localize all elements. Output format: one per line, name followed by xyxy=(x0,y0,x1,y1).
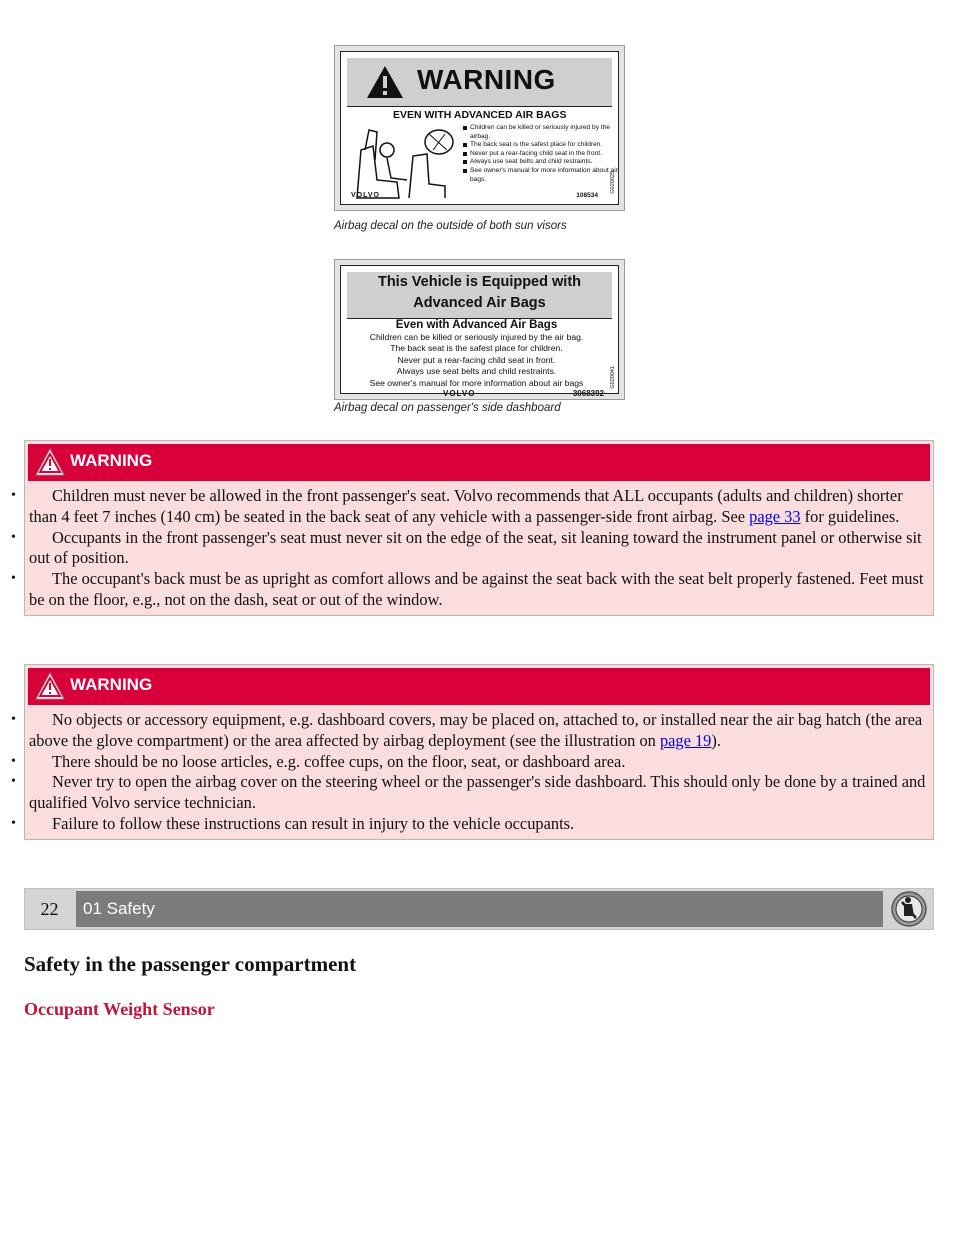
decal-line: See owner's manual for more information about air bags xyxy=(369,377,584,388)
decal-part-code: 3068392 xyxy=(572,389,604,398)
warning-box xyxy=(24,664,934,840)
decal-warning-item: Children can be killed or seriously injured by the airbag. xyxy=(463,124,628,141)
decal-header xyxy=(347,272,612,319)
warning-item: • There should be no loose articles, e.g. coffee cups, on the floor, seat, or dashboard area. xyxy=(29,752,927,773)
warning-item xyxy=(29,710,927,752)
dashboard-decal-image xyxy=(334,259,625,400)
decal-subtitle: EVEN WITH ADVANCED AIR BAGS xyxy=(393,109,567,121)
warning-header xyxy=(28,444,930,481)
warning-title: WARNING xyxy=(70,675,153,694)
sun-visor-decal-image xyxy=(334,45,625,211)
section-label: 01 Safety xyxy=(83,899,155,918)
warning-text: No objects or accessory equipment, e.g. dashboard covers, may be placed on, attached to, or installed near the air bag hatch (the area above the glove compartment) or the area affected by airbag deployment (see the illustration on xyxy=(29,710,923,750)
page-link[interactable]: page 19 xyxy=(659,730,712,750)
warning-box xyxy=(24,440,934,616)
warning-list xyxy=(25,705,933,839)
figure-caption: Airbag decal on the outside of both sun visors xyxy=(334,220,567,232)
decal-warning-item: Always use seat belts and child restraints. xyxy=(463,158,628,167)
page-number: 22 xyxy=(40,899,59,919)
warning-item xyxy=(29,486,927,528)
decal-warning-header xyxy=(347,58,612,107)
warning-title: WARNING xyxy=(70,451,153,470)
decal-heading: Even with Advanced Air Bags xyxy=(395,319,558,331)
warning-header xyxy=(28,668,930,705)
page-title: Safety in the passenger compartment xyxy=(24,952,357,976)
volvo-logo: VOLVO xyxy=(443,389,476,398)
decal-line: The back seat is the safest place for children. xyxy=(390,343,563,354)
decal-warning-item: Never put a rear-facing child seat in the front. xyxy=(463,150,628,159)
warning-triangle-icon xyxy=(34,671,66,701)
warning-text: for guidelines. xyxy=(800,506,900,526)
decal-title-line: This Vehicle is Equipped with xyxy=(377,274,582,290)
section-subtitle: Occupant Weight Sensor xyxy=(24,999,215,1019)
section-strip xyxy=(76,891,883,927)
decal-side-code: G020041 xyxy=(610,366,616,389)
decal-title-line: Advanced Air Bags xyxy=(413,295,546,311)
decal-line: Always use seat belts and child restraints. xyxy=(396,366,557,377)
decal-line: Children can be killed or seriously injured by the air bag. xyxy=(369,332,584,342)
page-footer-bar xyxy=(24,888,934,930)
decal-warning-title: WARNING xyxy=(417,64,556,95)
warning-triangle-icon xyxy=(365,64,405,100)
warning-item: • Failure to follow these instructions can result in injury to the vehicle occupants. xyxy=(29,814,927,835)
warning-text: ). xyxy=(711,730,721,750)
decal-warning-list xyxy=(463,124,628,184)
warning-item: • Occupants in the front passenger's seat must never sit on the edge of the seat, sit leaning toward the instrument panel or otherwise sit out of position. xyxy=(29,528,927,570)
warning-triangle-icon xyxy=(34,447,66,477)
child-seat-airbag-illustration xyxy=(347,120,457,200)
warning-list xyxy=(25,481,933,615)
decal-part-code: 108534 xyxy=(576,192,598,199)
decal-body xyxy=(347,319,606,389)
volvo-logo: VOLVO xyxy=(351,192,380,199)
warning-item: • Never try to open the airbag cover on the steering wheel or the passenger's side dashboard. This should only be done by a trained and qualified Volvo service technician. xyxy=(29,772,927,814)
warning-text: Children must never be allowed in the front passenger's seat. Volvo recommends that ALL occupants (adults and children) shorter than 4 feet 7 inches (140 cm) be seated in the back seat of any vehicle with a passenger-side front airbag. See xyxy=(29,486,903,526)
warning-item: • The occupant's back must be as upright as comfort allows and be against the seat back with the seat belt properly fastened. Feet must be on the floor, e.g., not on the dash, seat or out of the window. xyxy=(29,569,927,611)
decal-side-code: G020025 xyxy=(610,171,616,194)
decal-line: Never put a rear-facing child seat in front. xyxy=(397,354,556,365)
decal-warning-item: See owner's manual for more information about air bags. xyxy=(463,167,628,184)
page-link[interactable]: page 33 xyxy=(749,506,801,526)
decal-warning-item: The back seat is the safest place for children. xyxy=(463,141,628,150)
figure-caption: Airbag decal on passenger's side dashboard xyxy=(334,402,561,414)
seatbelt-icon xyxy=(890,890,928,928)
